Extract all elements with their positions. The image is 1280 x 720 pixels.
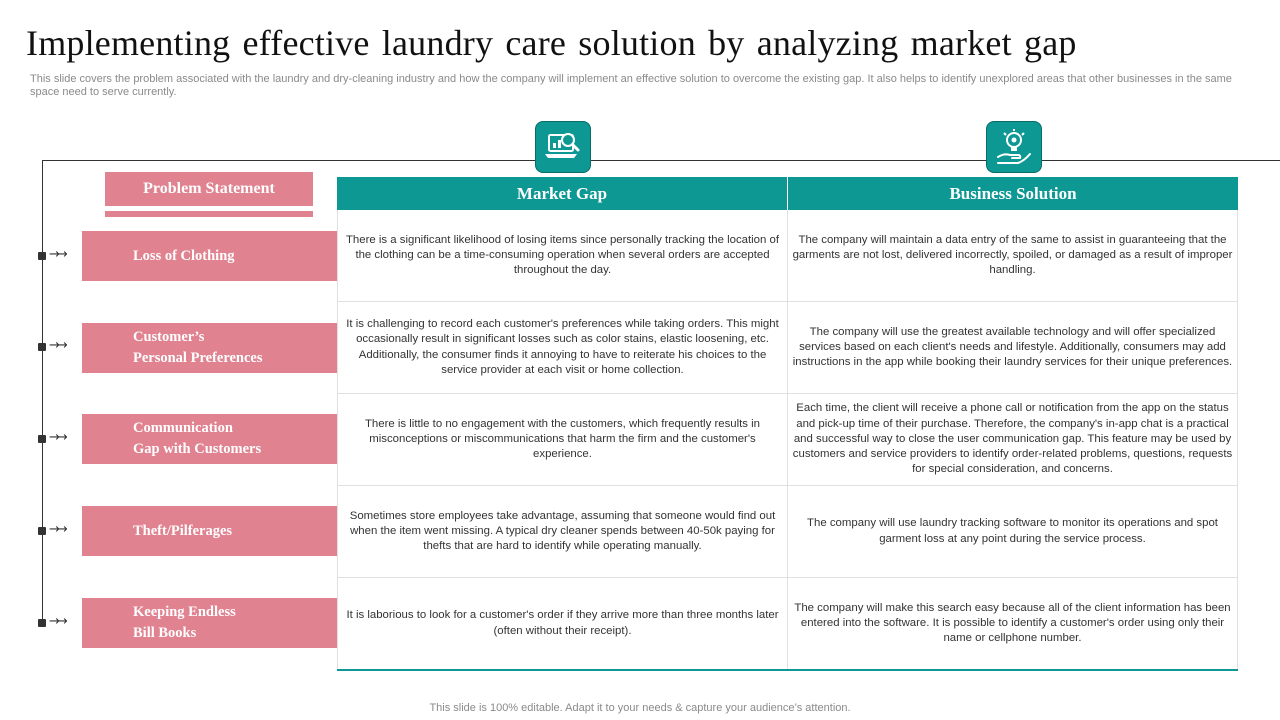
- problem-theft-pilferages: Theft/Pilferages: [82, 506, 337, 556]
- table-row: [337, 486, 1238, 578]
- laptop-search-icon: [535, 121, 591, 173]
- problem-statement-header: Problem Statement: [105, 172, 313, 206]
- market-gap-cell: There is a significant likelihood of losing items since personally tracking the location of the clothing can be a time-consuming operation when several orders are accepted throughout the day.: [337, 210, 787, 301]
- table-header: [337, 177, 1238, 210]
- connector-dot: [38, 435, 46, 443]
- business-solution-cell: The company will use laundry tracking software to monitor its operations and spot garment loss at any point during the service process.: [787, 486, 1238, 577]
- connector-dot: [38, 619, 46, 627]
- table-row: [337, 578, 1238, 670]
- arrow-right-icon: →→: [49, 614, 65, 629]
- market-gap-cell: It is laborious to look for a customer's order if they arrive more than three months later (often without their receipt).: [337, 578, 787, 669]
- market-gap-cell: There is little to no engagement with the customers, which frequently results in misconceptions or miscommunications that harm the firm and the customer's experience.: [337, 394, 787, 485]
- table-row: [337, 210, 1238, 302]
- business-solution-cell: The company will use the greatest available technology and will offer specialized services based on each client's needs and lifestyle. Additionally, consumers may add instructions in the app while booking their laundry services for their unique preferences.: [787, 302, 1238, 393]
- problem-personal-preferences: Customer’s Personal Preferences: [82, 323, 337, 373]
- problem-loss-of-clothing: Loss of Clothing: [82, 231, 337, 281]
- arrow-right-icon: →→: [49, 338, 65, 353]
- arrow-right-icon: →→: [49, 522, 65, 537]
- gap-solution-table: [337, 177, 1238, 671]
- market-gap-cell: Sometimes store employees take advantage, assuming that someone would find out when the item went missing. A typical dry cleaner spends between 40-50k paying for thefts that are hard to identify while operating manually.: [337, 486, 787, 577]
- connector-horizontal-line: [42, 160, 1280, 161]
- connector-vertical-line: [42, 160, 43, 623]
- connector-dot: [38, 252, 46, 260]
- connector-dot: [38, 527, 46, 535]
- table-row: [337, 394, 1238, 486]
- market-gap-cell: It is challenging to record each customer's preferences while taking orders. This might occasionally result in significant losses such as color stains, elastic loosening, etc. Additionally, the consumer finds it annoying to have to reiterate his choices to the service provider at each visit or home collection.: [337, 302, 787, 393]
- problem-bill-books: Keeping Endless Bill Books: [82, 598, 337, 648]
- connector-dot: [38, 343, 46, 351]
- lightbulb-hand-icon: [986, 121, 1042, 173]
- problem-communication-gap: Communication Gap with Customers: [82, 414, 337, 464]
- business-solution-cell: The company will make this search easy because all of the client information has been entered into the software. It is possible to identify a customer's order using only their name or cellphone number.: [787, 578, 1238, 669]
- footer-note: This slide is 100% editable. Adapt it to your needs & capture your audience’s attention.: [429, 702, 851, 714]
- market-gap-header: Market Gap: [516, 183, 608, 203]
- page-subtitle: This slide covers the problem associated with the laundry and dry-cleaning industry and how the company will implement an effective solution to overcome the existing gap. It also helps to identify unexplored areas that other businesses in the same space need to serve currently.: [30, 73, 1232, 98]
- table-row: [337, 302, 1238, 394]
- business-solution-cell: Each time, the client will receive a phone call or notification from the app on the status and pick-up time of their purchase. Therefore, the company's in-app chat is a practical and successful way to close the user communication gap. This feature may be used by customers and service providers to identify order-related problems, questions, requests for special consideration, and concerns.: [787, 394, 1238, 485]
- business-solution-header: Business Solution: [949, 183, 1077, 203]
- problem-statement-underline: [105, 211, 313, 217]
- page-title: Implementing effective laundry care solution by analyzing market gap: [26, 23, 1077, 63]
- business-solution-cell: The company will maintain a data entry of the same to assist in guaranteeing that the garments are not lost, delivered incorrectly, spoiled, or damaged as a result of improper handling.: [787, 210, 1238, 301]
- arrow-right-icon: →→: [49, 430, 65, 445]
- arrow-right-icon: →→: [49, 247, 65, 262]
